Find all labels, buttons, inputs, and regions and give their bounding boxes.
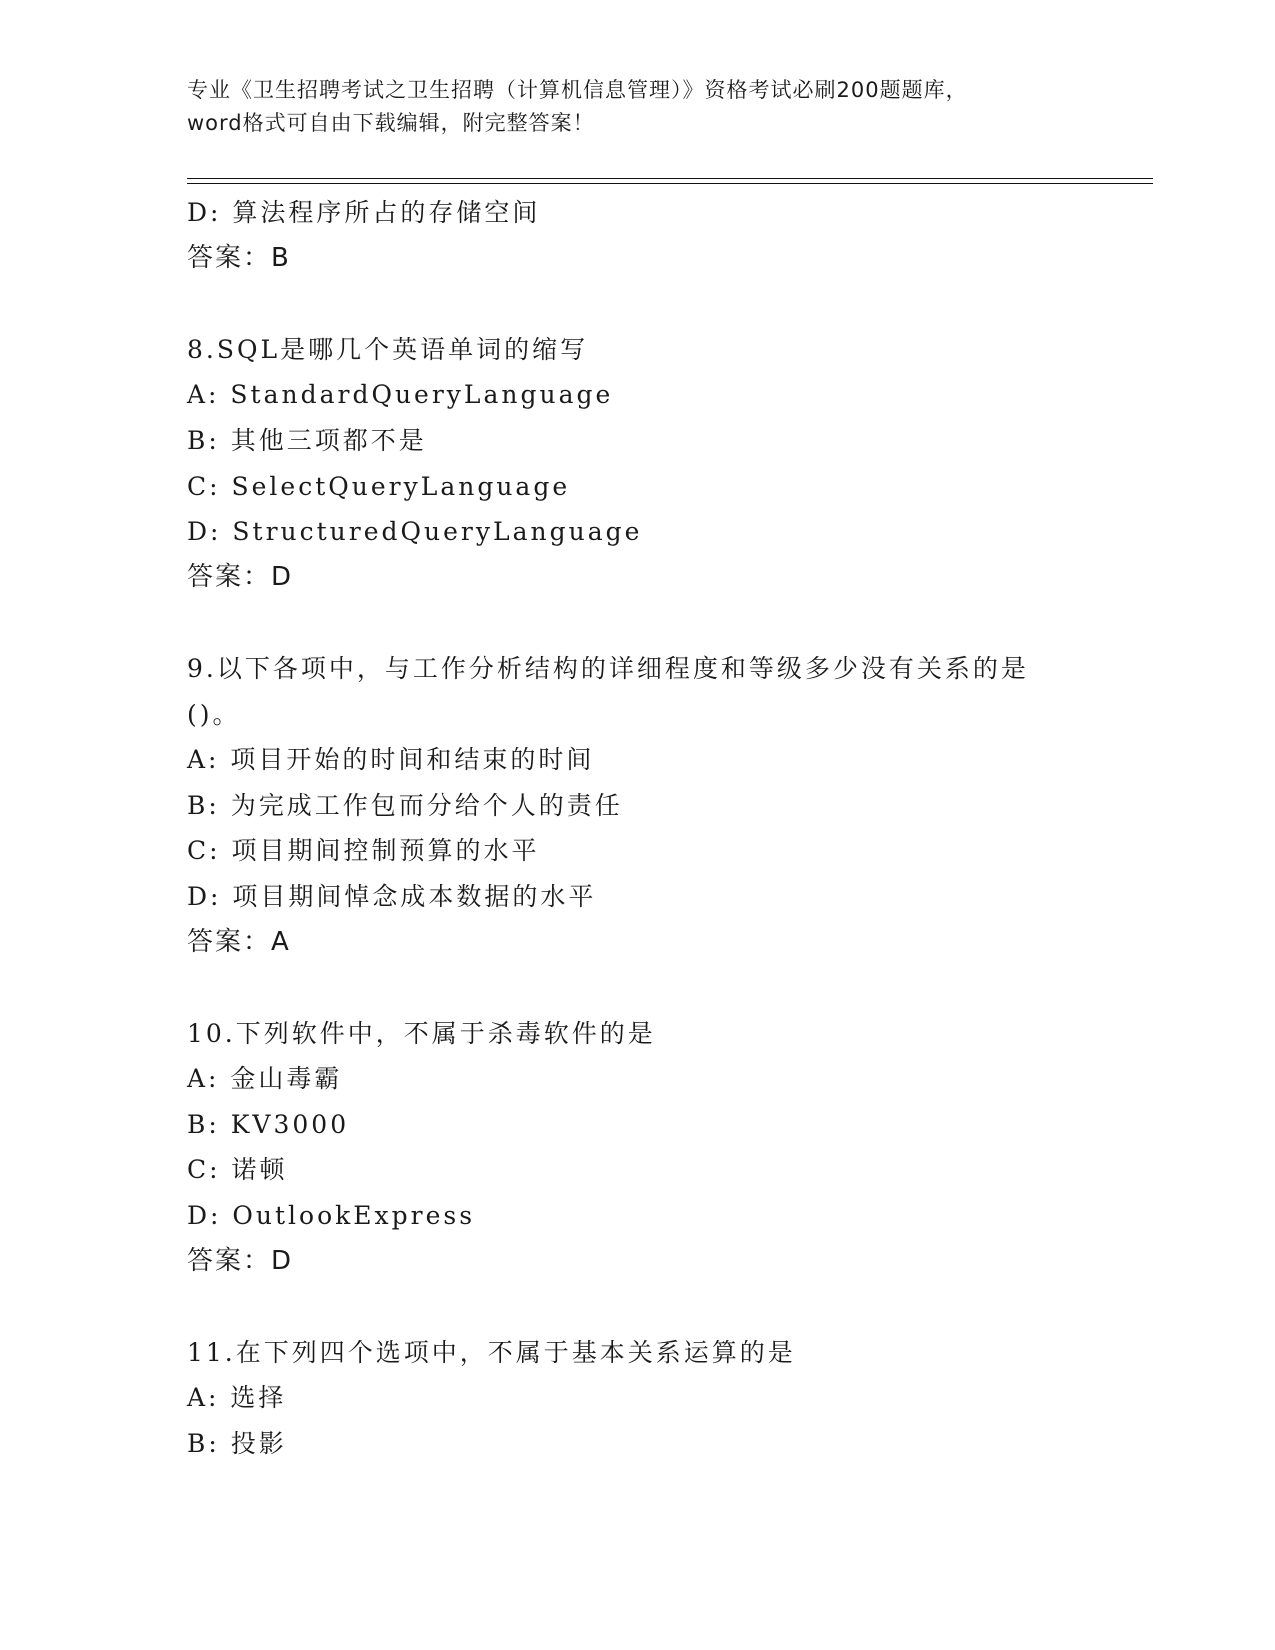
question-stem: 11.在下列四个选项中，不属于基本关系运算的是 xyxy=(187,1337,796,1367)
document-body xyxy=(187,190,1117,1467)
spacer xyxy=(187,1284,1117,1330)
option-c: C: 诺顿 xyxy=(187,1155,288,1185)
question-stem-continuation: ()。 xyxy=(187,699,241,729)
header-line-1: 专业《卫生招聘考试之卫生招聘（计算机信息管理）》资格考试必刷200题题库， xyxy=(187,78,968,102)
answer-line: 答案：D xyxy=(187,561,294,592)
question-9 xyxy=(187,646,1117,965)
option-d: D: 算法程序所占的存储空间 xyxy=(187,198,541,227)
option-d: D: 项目期间悼念成本数据的水平 xyxy=(187,881,597,911)
answer-line: 答案：D xyxy=(187,1245,294,1276)
spacer xyxy=(187,600,1117,646)
option-a: A: StandardQueryLanguage xyxy=(187,380,614,410)
header-line-2: word格式可自由下载编辑，附完整答案！ xyxy=(187,111,595,135)
question-stem: 10.下列软件中，不属于杀毒软件的是 xyxy=(187,1018,656,1048)
option-a: A: 选择 xyxy=(187,1383,287,1413)
option-c: C: 项目期间控制预算的水平 xyxy=(187,836,540,866)
question-stem: 8.SQL是哪几个英语单词的缩写 xyxy=(187,334,589,364)
option-a: A: 金山毒霸 xyxy=(187,1064,343,1094)
question-8 xyxy=(187,327,1117,601)
question-11 xyxy=(187,1330,1117,1467)
header-rule-top xyxy=(187,178,1153,179)
option-a: A: 项目开始的时间和结束的时间 xyxy=(187,745,595,775)
option-b: B: 其他三项都不是 xyxy=(187,425,427,455)
answer-line: 答案：B xyxy=(187,242,291,273)
option-b: B: 投影 xyxy=(187,1429,287,1459)
page-header xyxy=(187,74,1087,140)
option-c: C: SelectQueryLanguage xyxy=(187,471,571,501)
option-d: D: OutlookExpress xyxy=(187,1201,476,1231)
question-stem: 9.以下各项中，与工作分析结构的详细程度和等级多少没有关系的是 xyxy=(187,653,1029,683)
answer-line: 答案：A xyxy=(187,926,291,957)
spacer xyxy=(187,281,1117,327)
spacer xyxy=(187,965,1117,1011)
header-rule-bottom xyxy=(187,183,1153,184)
option-d: D: StructuredQueryLanguage xyxy=(187,517,643,547)
option-b: B: 为完成工作包而分给个人的责任 xyxy=(187,790,623,820)
option-b: B: KV3000 xyxy=(187,1109,350,1139)
question-10 xyxy=(187,1011,1117,1285)
